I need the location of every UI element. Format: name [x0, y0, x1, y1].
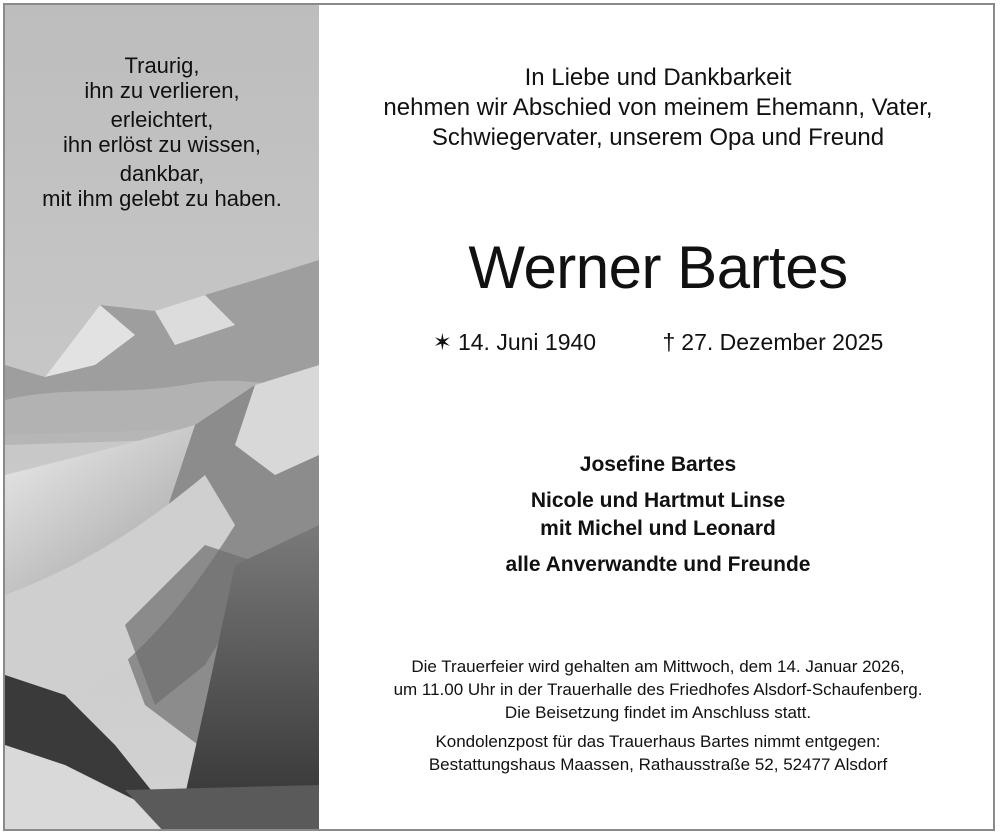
ceremony-line: um 11.00 Uhr in der Trauerhalle des Friedhofes Alsdorf-Schaufenberg.	[393, 680, 923, 699]
ceremony-line: Die Beisetzung findet im Anschluss statt.	[504, 703, 812, 722]
birth-date-group	[433, 327, 596, 357]
quote-line: Traurig,	[124, 53, 200, 78]
memorial-quote	[5, 53, 319, 215]
intro-line: nehmen wir Abschied von meinem Ehemann, Vater,	[383, 94, 933, 121]
mourner-line: mit Michel und Leonard	[540, 517, 776, 540]
intro-text	[319, 63, 995, 153]
mourners-list	[319, 451, 995, 579]
birth-star-icon: ✶	[432, 329, 452, 355]
quote-line: ihn erlöst zu wissen,	[62, 132, 262, 157]
death-cross-icon: †	[662, 329, 676, 355]
obituary-notice	[3, 3, 995, 831]
mourner-line: alle Anverwandte und Freunde	[505, 553, 811, 576]
life-dates	[319, 327, 995, 357]
notice-text-column	[319, 5, 995, 831]
quote-stanza	[5, 161, 319, 211]
mourner-line: Josefine Bartes	[579, 453, 737, 476]
funeral-information	[319, 655, 995, 776]
quote-stanza	[5, 53, 319, 103]
mourner-line: Nicole und Hartmut Linse	[530, 489, 786, 512]
deceased-name: Werner Bartes	[468, 234, 848, 301]
ceremony-line: Die Trauerfeier wird gehalten am Mittwoch, dem 14. Januar 2026,	[411, 657, 905, 676]
condolence-line: Kondolenzpost für das Trauerhaus Bartes nimmt entgegen:	[435, 732, 881, 751]
quote-line: dankbar,	[119, 161, 205, 186]
quote-line: erleichtert,	[110, 107, 214, 132]
intro-line: Schwiegervater, unserem Opa und Freund	[431, 124, 885, 151]
quote-line: ihn zu verlieren,	[84, 78, 240, 103]
quote-line: mit ihm gelebt zu haben.	[42, 186, 282, 211]
quote-stanza	[5, 107, 319, 157]
birth-date: 14. Juni 1940	[457, 329, 597, 355]
death-date-group	[662, 327, 883, 357]
mountain-landscape-photo	[5, 5, 319, 831]
condolence-line: Bestattungshaus Maassen, Rathausstraße 52, 52477 Alsdorf	[428, 755, 888, 774]
death-date: 27. Dezember 2025	[681, 329, 884, 355]
intro-line: In Liebe und Dankbarkeit	[524, 64, 792, 91]
